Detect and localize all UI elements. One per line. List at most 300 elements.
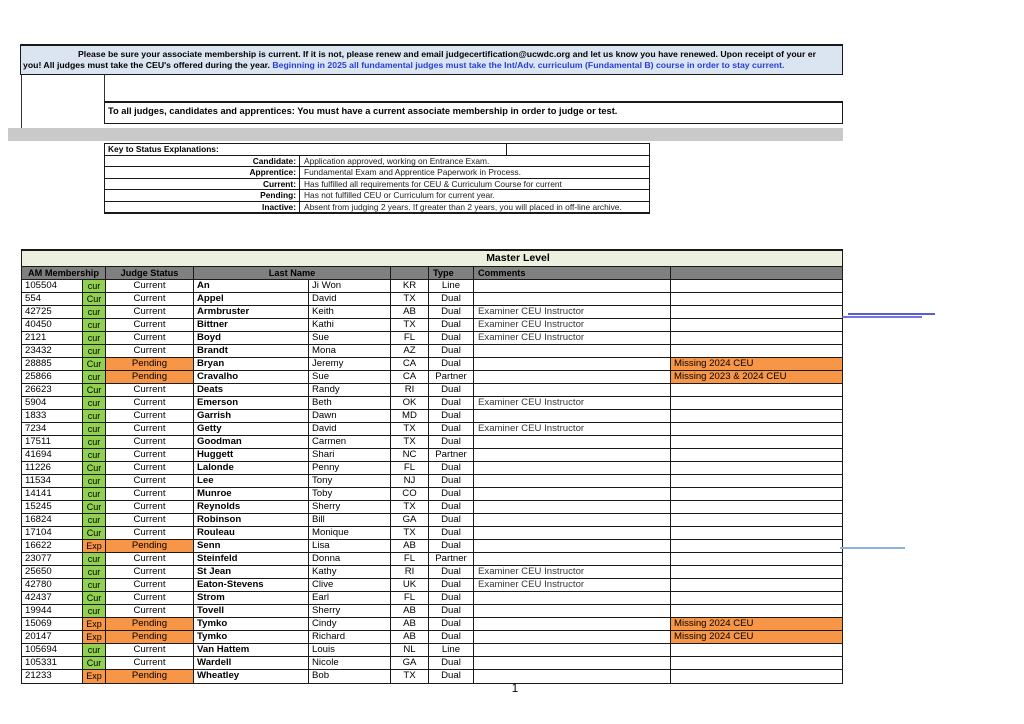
table-row xyxy=(22,397,842,410)
comments-cell xyxy=(474,488,671,500)
type-cell: Dual xyxy=(429,527,474,539)
comments-cell xyxy=(474,371,671,383)
header-type: Type xyxy=(429,267,474,279)
table-row xyxy=(22,592,842,605)
table-row xyxy=(22,475,842,488)
comments-cell xyxy=(474,553,671,565)
membership-status-abbr-cell: Exp xyxy=(83,670,106,683)
missing-ceu-note-cell xyxy=(671,488,842,500)
comments-cell xyxy=(474,293,671,305)
last-name-cell: Van Hattem xyxy=(194,644,309,656)
last-name-cell: Rouleau xyxy=(194,527,309,539)
missing-ceu-note-cell xyxy=(671,397,842,409)
state-cell: TX xyxy=(391,670,429,683)
missing-ceu-note-cell xyxy=(671,514,842,526)
first-name-cell: Donna xyxy=(309,553,391,565)
first-name-cell: Jeremy xyxy=(309,358,391,370)
banner-line2-black: you! All judges must take the CEU's offered during the year. xyxy=(23,59,273,70)
membership-number-cell: 16622 xyxy=(22,540,83,552)
last-name-cell: Wheatley xyxy=(194,670,309,683)
membership-status-abbr-cell: cur xyxy=(83,423,106,435)
state-cell: KR xyxy=(391,280,429,292)
membership-status-abbr-cell: Cur xyxy=(83,358,106,370)
type-cell: Dual xyxy=(429,540,474,552)
missing-ceu-note-cell xyxy=(671,319,842,331)
judge-status-cell: Current xyxy=(106,592,194,604)
missing-ceu-note-cell: Missing 2024 CEU xyxy=(671,358,842,370)
first-name-cell: Toby xyxy=(309,488,391,500)
type-cell: Dual xyxy=(429,618,474,630)
state-cell: TX xyxy=(391,423,429,435)
table-row xyxy=(22,566,842,579)
state-cell: NL xyxy=(391,644,429,656)
judge-status-cell: Current xyxy=(106,384,194,396)
missing-ceu-note-cell: Missing 2024 CEU xyxy=(671,618,842,630)
judge-status-cell: Current xyxy=(106,332,194,344)
state-cell: CO xyxy=(391,488,429,500)
missing-ceu-note-cell xyxy=(671,293,842,305)
state-cell: GA xyxy=(391,657,429,669)
judge-status-cell: Pending xyxy=(106,631,194,643)
state-cell: UK xyxy=(391,579,429,591)
page-number: 1 xyxy=(511,683,519,695)
key-row-current xyxy=(105,178,649,190)
type-cell: Partner xyxy=(429,449,474,461)
type-cell: Dual xyxy=(429,397,474,409)
table-row xyxy=(22,631,842,644)
type-cell: Dual xyxy=(429,475,474,487)
annotation-line-blue-top xyxy=(848,313,935,315)
table-row xyxy=(22,488,842,501)
type-cell: Dual xyxy=(429,488,474,500)
judge-status-cell: Current xyxy=(106,319,194,331)
table-row xyxy=(22,293,842,306)
type-cell: Dual xyxy=(429,358,474,370)
type-cell: Dual xyxy=(429,293,474,305)
membership-status-abbr-cell: cur xyxy=(83,644,106,656)
first-name-cell: Keith xyxy=(309,306,391,318)
state-cell: AB xyxy=(391,631,429,643)
table-body xyxy=(22,280,842,683)
missing-ceu-note-cell: Missing 2023 & 2024 CEU xyxy=(671,371,842,383)
state-cell: TX xyxy=(391,501,429,513)
header-extra xyxy=(671,267,842,279)
type-cell: Dual xyxy=(429,436,474,448)
membership-number-cell: 2121 xyxy=(22,332,83,344)
membership-number-cell: 5904 xyxy=(22,397,83,409)
judge-status-cell: Current xyxy=(106,345,194,357)
state-cell: OK xyxy=(391,397,429,409)
missing-ceu-note-cell xyxy=(671,345,842,357)
type-cell: Dual xyxy=(429,462,474,474)
type-cell: Line xyxy=(429,280,474,292)
table-row xyxy=(22,527,842,540)
membership-number-cell: 25866 xyxy=(22,371,83,383)
key-label: Pending: xyxy=(260,190,296,201)
judge-status-cell: Current xyxy=(106,514,194,526)
missing-ceu-note-cell xyxy=(671,670,842,683)
state-cell: FL xyxy=(391,332,429,344)
membership-number-cell: 1833 xyxy=(22,410,83,422)
comments-cell: Examiner CEU Instructor xyxy=(474,319,671,331)
membership-status-abbr-cell: cur xyxy=(83,475,106,487)
missing-ceu-note-cell xyxy=(671,410,842,422)
judge-status-cell: Pending xyxy=(106,618,194,630)
membership-status-abbr-cell: cur xyxy=(83,436,106,448)
type-cell: Dual xyxy=(429,631,474,643)
missing-ceu-note-cell xyxy=(671,423,842,435)
last-name-cell: Garrish xyxy=(194,410,309,422)
first-name-cell: Randy xyxy=(309,384,391,396)
key-label: Apprentice: xyxy=(249,167,296,178)
first-name-cell: Beth xyxy=(309,397,391,409)
membership-number-cell: 28885 xyxy=(22,358,83,370)
key-label: Inactive: xyxy=(262,201,296,212)
table-row xyxy=(22,410,842,423)
membership-number-cell: 7234 xyxy=(22,423,83,435)
table-row xyxy=(22,501,842,514)
table-row xyxy=(22,462,842,475)
last-name-cell: Goodman xyxy=(194,436,309,448)
membership-number-cell: 16824 xyxy=(22,514,83,526)
gray-divider-band xyxy=(8,128,843,141)
state-cell: TX xyxy=(391,293,429,305)
membership-status-abbr-cell: cur xyxy=(83,345,106,357)
table-row xyxy=(22,644,842,657)
key-label: Current: xyxy=(262,178,296,189)
first-name-cell: Monique xyxy=(309,527,391,539)
first-name-cell: Bob xyxy=(309,670,391,683)
banner-line1: Please be sure your associate membership is current. If it is not, please renew and email judgecertification@ucwdc.org and let us know you have renewed. Upon receipt of your er xyxy=(78,49,816,59)
state-cell: RI xyxy=(391,566,429,578)
comments-cell xyxy=(474,605,671,617)
type-cell: Dual xyxy=(429,657,474,669)
judge-status-cell: Pending xyxy=(106,670,194,683)
comments-cell xyxy=(474,410,671,422)
state-cell: CA xyxy=(391,371,429,383)
membership-status-abbr-cell: cur xyxy=(83,319,106,331)
judge-status-cell: Current xyxy=(106,410,194,422)
header-judge-status: Judge Status xyxy=(106,267,194,279)
membership-number-cell: 23077 xyxy=(22,553,83,565)
key-row-apprentice xyxy=(105,166,649,178)
missing-ceu-note-cell xyxy=(671,384,842,396)
column-border-b xyxy=(104,75,105,101)
judge-status-cell: Pending xyxy=(106,540,194,552)
key-title-row xyxy=(105,144,649,155)
missing-ceu-note-cell xyxy=(671,644,842,656)
first-name-cell: Cindy xyxy=(309,618,391,630)
missing-ceu-note-cell xyxy=(671,462,842,474)
membership-status-abbr-cell: Cur xyxy=(83,501,106,513)
state-cell: AB xyxy=(391,306,429,318)
membership-number-cell: 25650 xyxy=(22,566,83,578)
comments-cell xyxy=(474,540,671,552)
comments-cell: Examiner CEU Instructor xyxy=(474,332,671,344)
judge-status-cell: Current xyxy=(106,579,194,591)
first-name-cell: Sherry xyxy=(309,501,391,513)
membership-status-abbr-cell: cur xyxy=(83,449,106,461)
type-cell: Dual xyxy=(429,670,474,683)
key-row-candidate xyxy=(105,155,649,167)
first-name-cell: Shari xyxy=(309,449,391,461)
comments-cell: Examiner CEU Instructor xyxy=(474,397,671,409)
membership-status-abbr-cell: cur xyxy=(83,579,106,591)
key-description: Fundamental Exam and Apprentice Paperwork in Process. xyxy=(299,167,649,178)
table-row xyxy=(22,345,842,358)
membership-status-abbr-cell: cur xyxy=(83,397,106,409)
table-row xyxy=(22,371,842,384)
type-cell: Dual xyxy=(429,514,474,526)
judge-status-cell: Current xyxy=(106,449,194,461)
membership-number-cell: 15245 xyxy=(22,501,83,513)
membership-status-abbr-cell: Exp xyxy=(83,631,106,643)
type-cell: Dual xyxy=(429,592,474,604)
first-name-cell: Richard xyxy=(309,631,391,643)
first-name-cell: Penny xyxy=(309,462,391,474)
judge-status-cell: Current xyxy=(106,527,194,539)
key-description: Has fulfilled all requirements for CEU & Curriculum Course for current xyxy=(299,179,649,190)
judge-status-cell: Current xyxy=(106,605,194,617)
last-name-cell: Senn xyxy=(194,540,309,552)
judge-status-cell: Current xyxy=(106,462,194,474)
membership-number-cell: 11226 xyxy=(22,462,83,474)
notice-box xyxy=(104,101,843,124)
membership-status-abbr-cell: cur xyxy=(83,410,106,422)
missing-ceu-note-cell: Missing 2024 CEU xyxy=(671,631,842,643)
state-cell: TX xyxy=(391,436,429,448)
comments-cell xyxy=(474,449,671,461)
membership-status-abbr-cell: cur xyxy=(83,332,106,344)
comments-cell xyxy=(474,631,671,643)
comments-cell xyxy=(474,644,671,656)
membership-status-abbr-cell: Cur xyxy=(83,592,106,604)
comments-cell xyxy=(474,657,671,669)
table-row xyxy=(22,514,842,527)
table-row xyxy=(22,449,842,462)
type-cell: Dual xyxy=(429,332,474,344)
membership-number-cell: 14141 xyxy=(22,488,83,500)
table-row xyxy=(22,670,842,683)
last-name-cell: Lee xyxy=(194,475,309,487)
table-row xyxy=(22,579,842,592)
membership-number-cell: 40450 xyxy=(22,319,83,331)
judge-status-cell: Current xyxy=(106,423,194,435)
key-label: Candidate: xyxy=(252,155,296,166)
state-cell: MD xyxy=(391,410,429,422)
section-title-row xyxy=(22,251,842,267)
annotation-line-lightblue xyxy=(840,547,905,549)
membership-status-abbr-cell: cur xyxy=(83,280,106,292)
missing-ceu-note-cell xyxy=(671,605,842,617)
judge-status-cell: Current xyxy=(106,475,194,487)
key-description: Application approved, working on Entrance Exam. xyxy=(299,156,649,167)
table-row xyxy=(22,306,842,319)
last-name-cell: Bittner xyxy=(194,319,309,331)
last-name-cell: Brandt xyxy=(194,345,309,357)
judge-status-cell: Current xyxy=(106,436,194,448)
table-row xyxy=(22,280,842,293)
membership-number-cell: 23432 xyxy=(22,345,83,357)
comments-cell xyxy=(474,475,671,487)
last-name-cell: Strom xyxy=(194,592,309,604)
state-cell: TX xyxy=(391,527,429,539)
last-name-cell: Cravalho xyxy=(194,371,309,383)
key-row-pending xyxy=(105,189,649,201)
last-name-cell: Deats xyxy=(194,384,309,396)
table-row xyxy=(22,384,842,397)
comments-cell xyxy=(474,358,671,370)
first-name-cell: Sue xyxy=(309,371,391,383)
missing-ceu-note-cell xyxy=(671,579,842,591)
comments-cell xyxy=(474,527,671,539)
type-cell: Dual xyxy=(429,501,474,513)
last-name-cell: An xyxy=(194,280,309,292)
type-cell: Partner xyxy=(429,371,474,383)
section-title: Master Level xyxy=(486,252,550,264)
first-name-cell: Sue xyxy=(309,332,391,344)
membership-number-cell: 41694 xyxy=(22,449,83,461)
key-row-inactive xyxy=(105,201,649,213)
type-cell: Dual xyxy=(429,579,474,591)
missing-ceu-note-cell xyxy=(671,592,842,604)
missing-ceu-note-cell xyxy=(671,527,842,539)
table-row xyxy=(22,358,842,371)
type-cell: Partner xyxy=(429,553,474,565)
comments-cell xyxy=(474,670,671,683)
banner-line2-highlight: Beginning in 2025 all fundamental judges must take the Int/Adv. curriculum (Fundamental B) course in order to stay current. xyxy=(272,59,785,70)
missing-ceu-note-cell xyxy=(671,553,842,565)
membership-status-abbr-cell: cur xyxy=(83,566,106,578)
type-cell: Dual xyxy=(429,384,474,396)
membership-number-cell: 17104 xyxy=(22,527,83,539)
annotation-line-blue-bottom xyxy=(842,316,922,318)
first-name-cell: Mona xyxy=(309,345,391,357)
judge-status-cell: Current xyxy=(106,644,194,656)
membership-number-cell: 554 xyxy=(22,293,83,305)
type-cell: Dual xyxy=(429,423,474,435)
state-cell: TX xyxy=(391,319,429,331)
judge-status-cell: Current xyxy=(106,501,194,513)
state-cell: FL xyxy=(391,592,429,604)
table-row xyxy=(22,332,842,345)
last-name-cell: Wardell xyxy=(194,657,309,669)
membership-number-cell: 105504 xyxy=(22,280,83,292)
last-name-cell: Reynolds xyxy=(194,501,309,513)
membership-number-cell: 21233 xyxy=(22,670,83,683)
first-name-cell: David xyxy=(309,293,391,305)
first-name-cell: Carmen xyxy=(309,436,391,448)
membership-status-abbr-cell: cur xyxy=(83,488,106,500)
membership-status-abbr-cell: Cur xyxy=(83,384,106,396)
last-name-cell: Boyd xyxy=(194,332,309,344)
key-description: Absent from judging 2 years. If greater than 2 years, you will placed in off-line archive. xyxy=(299,202,649,213)
first-name-cell: Tony xyxy=(309,475,391,487)
comments-cell: Examiner CEU Instructor xyxy=(474,566,671,578)
state-cell: AB xyxy=(391,540,429,552)
membership-status-abbr-cell: cur xyxy=(83,553,106,565)
last-name-cell: Getty xyxy=(194,423,309,435)
type-cell: Dual xyxy=(429,345,474,357)
judge-status-cell: Pending xyxy=(106,371,194,383)
type-cell: Dual xyxy=(429,605,474,617)
comments-cell xyxy=(474,462,671,474)
membership-status-abbr-cell: Exp xyxy=(83,618,106,630)
membership-status-abbr-cell: cur xyxy=(83,371,106,383)
last-name-cell: St Jean xyxy=(194,566,309,578)
table-row xyxy=(22,605,842,618)
key-title-cell-border xyxy=(506,144,507,155)
table-row xyxy=(22,423,842,436)
last-name-cell: Eaton-Stevens xyxy=(194,579,309,591)
membership-number-cell: 19944 xyxy=(22,605,83,617)
comments-cell: Examiner CEU Instructor xyxy=(474,306,671,318)
table-row xyxy=(22,540,842,553)
missing-ceu-note-cell xyxy=(671,449,842,461)
membership-number-cell: 15069 xyxy=(22,618,83,630)
comments-cell xyxy=(474,592,671,604)
last-name-cell: Lalonde xyxy=(194,462,309,474)
state-cell: NJ xyxy=(391,475,429,487)
judge-status-cell: Current xyxy=(106,488,194,500)
table-row xyxy=(22,319,842,332)
first-name-cell: David xyxy=(309,423,391,435)
membership-status-abbr-cell: Exp xyxy=(83,540,106,552)
first-name-cell: Clive xyxy=(309,579,391,591)
missing-ceu-note-cell xyxy=(671,566,842,578)
missing-ceu-note-cell xyxy=(671,540,842,552)
missing-ceu-note-cell xyxy=(671,280,842,292)
last-name-cell: Emerson xyxy=(194,397,309,409)
comments-cell xyxy=(474,280,671,292)
missing-ceu-note-cell xyxy=(671,475,842,487)
header-comments: Comments xyxy=(474,267,671,279)
missing-ceu-note-cell xyxy=(671,657,842,669)
membership-status-abbr-cell: Cur xyxy=(83,657,106,669)
table-header-row xyxy=(22,267,842,280)
type-cell: Dual xyxy=(429,319,474,331)
first-name-cell: Louis xyxy=(309,644,391,656)
header-last-name: Last Name xyxy=(194,267,391,279)
membership-banner xyxy=(20,44,843,75)
state-cell: RI xyxy=(391,384,429,396)
key-description: Has not fulfilled CEU or Curriculum for current year. xyxy=(299,190,649,201)
first-name-cell: Bill xyxy=(309,514,391,526)
judge-status-cell: Current xyxy=(106,553,194,565)
state-cell: CA xyxy=(391,358,429,370)
comments-cell xyxy=(474,618,671,630)
type-cell: Dual xyxy=(429,410,474,422)
missing-ceu-note-cell xyxy=(671,306,842,318)
type-cell: Dual xyxy=(429,306,474,318)
missing-ceu-note-cell xyxy=(671,436,842,448)
membership-status-abbr-cell: cur xyxy=(83,605,106,617)
header-state xyxy=(391,267,429,279)
membership-status-abbr-cell: Cur xyxy=(83,527,106,539)
last-name-cell: Huggett xyxy=(194,449,309,461)
last-name-cell: Bryan xyxy=(194,358,309,370)
membership-number-cell: 105694 xyxy=(22,644,83,656)
status-key-box xyxy=(104,143,650,214)
comments-cell xyxy=(474,384,671,396)
first-name-cell: Sherry xyxy=(309,605,391,617)
state-cell: AB xyxy=(391,618,429,630)
judge-status-cell: Current xyxy=(106,280,194,292)
judge-status-cell: Current xyxy=(106,397,194,409)
last-name-cell: Tovell xyxy=(194,605,309,617)
last-name-cell: Tymko xyxy=(194,618,309,630)
table-row xyxy=(22,436,842,449)
